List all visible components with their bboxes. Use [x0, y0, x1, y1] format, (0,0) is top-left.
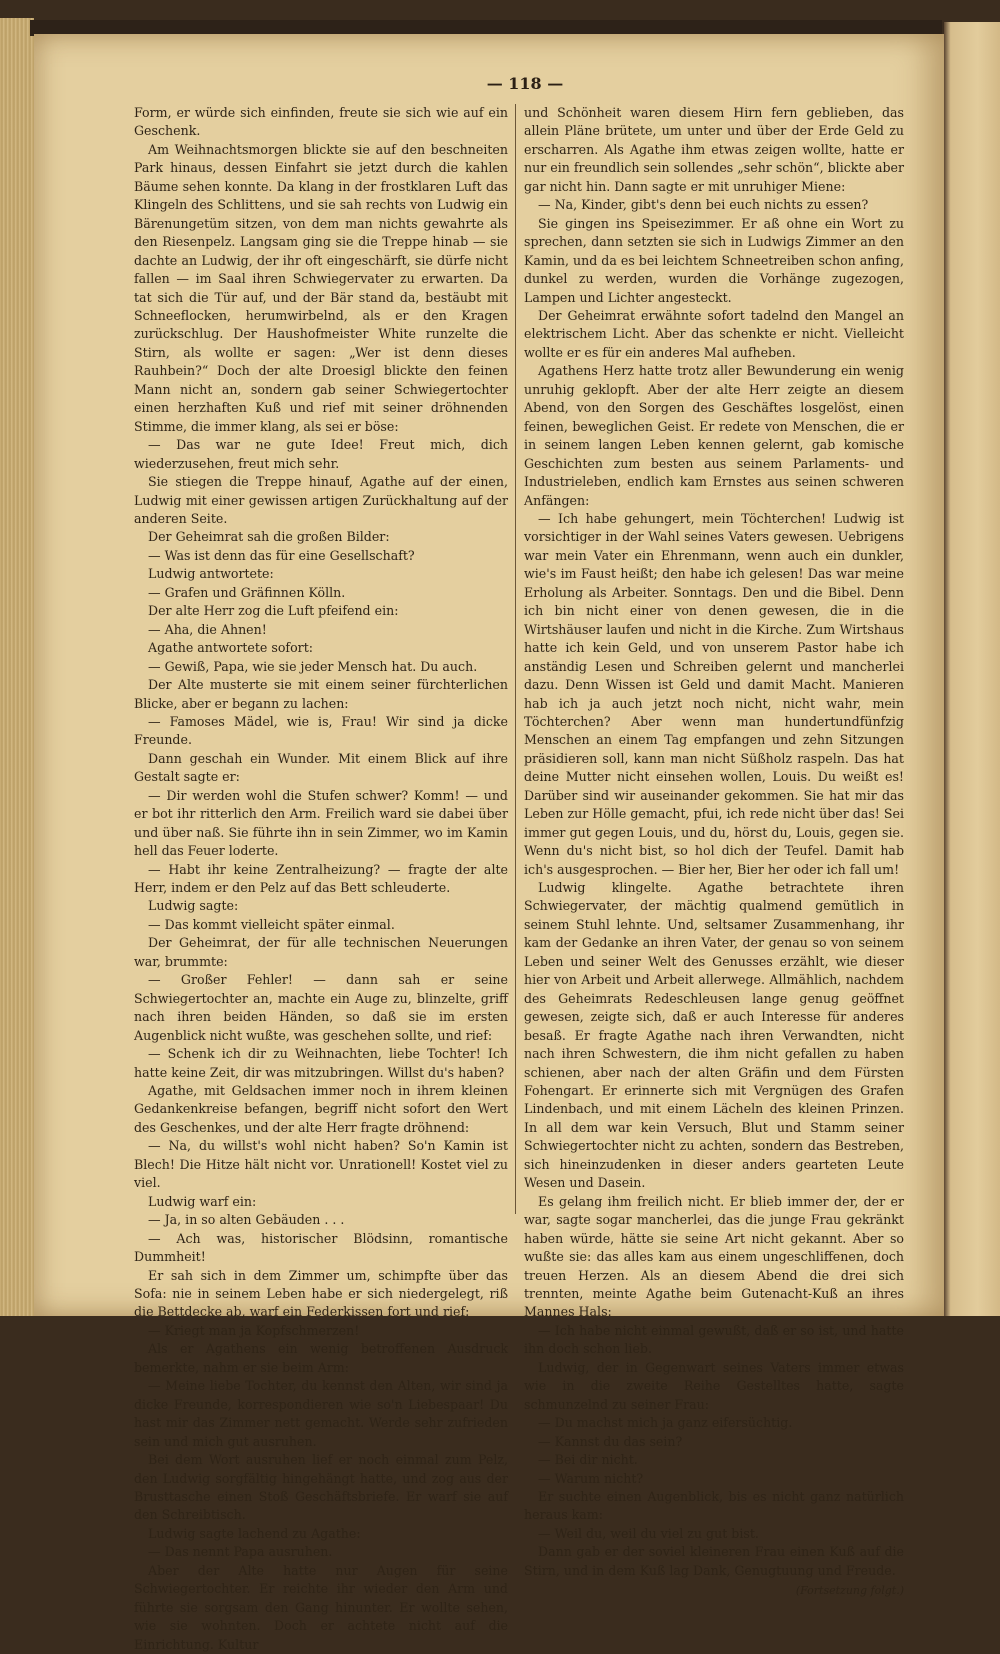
paragraph: — Ich habe nicht einmal gewußt, daß er so ist, und hatte ihn doch schon lieb. [524, 1322, 904, 1357]
paragraph: Agathe antwortete sofort: [148, 640, 313, 656]
paragraph: Dann gab er der soviel kleineren Frau einen Kuß auf die Stirn, und in dem Kuß lag Dank, Genugtuung und Freude. [524, 1544, 904, 1578]
paragraph: Ludwig, der in Gegenwart seines Vaters immer etwas wie in die zweite Reihe Gestelltes hatte, sagte schmunzelnd zu seiner Frau: [524, 1359, 904, 1412]
paragraph: — Dir werden wohl die Stufen schwer? Komm! — und er bot ihr ritterlich den Arm. Freilich ward sie dabei über und über naß. Sie führte ihn in sein Zimmer, wo im Kamin hell das Feuer loderte. [134, 787, 508, 859]
paragraph: Als er Agathens ein wenig betroffenen Ausdruck bemerkte, nahm er sie beim Arm: [134, 1341, 508, 1375]
paragraph: — Na, Kinder, gibt's denn bei euch nichts zu essen? [538, 197, 869, 213]
paragraph: Der Geheimrat sah die großen Bilder: [148, 529, 390, 545]
paragraph: — Du machst mich ja ganz eifersüchtig. [538, 1415, 793, 1431]
paragraph: und Schönheit waren diesem Hirn fern geblieben, das allein Pläne brütete, um unter und über der Erde Geld zu erscharren. Als Agathe ihm etwas zeigen wollte, hatte er nur ein freundlich sein sollendes „sehr schön“, blickte aber gar nicht hin. Dann sagte er mit unruhiger Miene: [524, 105, 904, 194]
paragraph: — Grafen und Gräfinnen Kölln. [148, 584, 346, 600]
paragraph: — Ach was, historischer Blödsinn, romantische Dummheit! [134, 1230, 508, 1265]
paragraph: — Ich habe gehungert, mein Töchterchen! Ludwig ist vorsichtiger in der Wahl seines Vaters gewesen. Uebrigens war mein Vater ein Ehrenmann, wenn auch ein dunkler, wie's im Faust heißt; den habe ich gelesen! Das war meine Erholung als Arbeiter. Sonntags. Den und die Bibel. Denn ich bin nicht einer von denen gewesen, die in die Wirtshäuser laufen und nicht in die Kirche. Zum Wirtshaus hatte ich kein Geld, und von unserem Pastor habe ich anständig Lesen und Schreiben gelernt und mancherlei dazu. Denn Wissen ist Geld und damit Macht. Manieren hab ich ja auch jetzt noch nicht, nicht wahr, mein Töchterchen? Aber wenn man hundertundfünfzig Menschen an einem Tag empfangen und zehn Sitzungen präsidieren soll, kann man nicht Süßholz raspeln. Das hat deine Mutter nicht einsehen wollen, Louis. Du weißt es! Darüber sind wir auseinander gekommen. Sie hat mir das Leben zur Hölle gemacht, pfui, ich rede nicht über das! Sei immer gut gegen Louis, und du, hörst du, Louis, gegen sie. Wenn du's nicht bist, so hol dich der Teufel. Damit hab ich's ausgesprochen. — Bier her, Bier her oder ich fall um! [524, 510, 904, 877]
book-page-edges [0, 18, 34, 1316]
paragraph: Ludwig warf ein: [148, 1193, 257, 1209]
paragraph: — Ja, in so alten Gebäuden . . . [148, 1212, 345, 1228]
continued-note: (Fortsetzung folgt.) [795, 1584, 904, 1598]
paragraph: — Was ist denn das für eine Gesellschaft? [148, 547, 415, 563]
paragraph: Ludwig sagte: [148, 898, 239, 914]
page-number: — 118 — [486, 74, 564, 93]
left-column [134, 104, 508, 1654]
paragraph: Ludwig antwortete: [148, 566, 274, 582]
paragraph: — Bei dir nicht. [538, 1452, 638, 1468]
right-column [524, 104, 904, 1601]
paragraph: — Großer Fehler! — dann sah er seine Schwiegertochter an, machte ein Auge zu, blinzelte, griff nach ihren beiden Händen, so daß sie im ersten Augenblick nicht wußte, was geschehen sollte, und rief: [134, 972, 508, 1043]
paragraph: Agathens Herz hatte trotz aller Bewunderung ein wenig unruhig geklopft. Aber der alte Herr zeigte an diesem Abend, von den Sorgen des Geschäftes losgelöst, einen feinen, beweglichen Geist. Er redete von Menschen, die er in seinem langen Leben kennen gelernt, gab komische Geschichten zum besten aus seinem Parlaments- und Industrieleben, endlich kam Ernstes aus seinen schweren Anfängen: [524, 363, 904, 508]
paragraph: Ludwig klingelte. Agathe betrachtete ihren Schwiegervater, der mächtig qualmend gemütlich in seinem Stuhl lehnte. Und, seltsamer Zusammenhang, ihr kam der Gedanke an ihren Vater, der genau so von seinem Leben und seiner Welt des Genusses erzählt, wie dieser hier von Arbeit und Arbeit allerwege. Allmählich, nachdem des Geheimrats Redeschleusen lange genug geöffnet gewesen, zeigte sich, daß er auch Interesse für anderes besaß. Er fragte Agathe nach ihren Verwandten, nicht nach ihren Schwestern, die ihm nicht gefallen zu haben schienen, aber nach der alten Gräfin und dem Fürsten Fohengart. Er erinnerte sich mit Vergnügen des Grafen Lindenbach, und mit einem Lächeln des kleinen Prinzen. In all dem war kein Versuch, Blut und Stamm seiner Schwiegertochter nicht zu achten, sondern das Bestreben, sich hineinzudenken in dieser anders gearteten Leute Wesen und Dasein. [524, 880, 904, 1191]
paragraph: — Das kommt vielleicht später einmal. [148, 916, 395, 932]
paragraph: Dann geschah ein Wunder. Mit einem Blick auf ihre Gestalt sagte er: [134, 750, 508, 785]
paragraph: — Aha, die Ahnen! [148, 621, 267, 637]
paragraph: Der Alte musterte sie mit einem seiner fürchterlichen Blicke, aber er begann zu lachen: [134, 677, 508, 711]
paragraph: Form, er würde sich einfinden, freute sie sich wie auf ein Geschenk. [134, 105, 508, 139]
paragraph: Sie gingen ins Speisezimmer. Er aß ohne ein Wort zu sprechen, dann setzten sie sich in Ludwigs Zimmer an den Kamin, und da es bei leichtem Schneetreiben schon anfing, dunkel zu werden, wurden die Vorhänge zugezogen, Lampen und Lichter angesteckt. [524, 215, 904, 305]
paragraph: Ludwig sagte lachend zu Agathe: [148, 1525, 361, 1541]
paragraph: Der alte Herr zog die Luft pfeifend ein: [148, 603, 399, 619]
paragraph: — Das nennt Papa ausruhen. [148, 1544, 333, 1560]
paragraph: — Warum nicht? [538, 1470, 644, 1486]
paragraph: — Meine liebe Tochter, du kennst den Alten, wir sind ja dicke Freunde, korrespondieren wie so'n Liebespaar! Du hast mir das Zimmer nett gemacht. Werde sehr zufrieden sein und mich gut ausruhen. [134, 1378, 508, 1449]
paragraph: — Na, du willst's wohl nicht haben? So'n Kamin ist Blech! Die Hitze hält nicht vor. Unrationell! Kostet viel zu viel. [134, 1138, 508, 1191]
paragraph: Es gelang ihm freilich nicht. Er blieb immer der, der er war, sagte sogar mancherlei, das die junge Frau gekränkt haben würde, hätte sie seine Art nicht gekannt. Aber so wußte sie: das alles kam aus einem ungeschliffenen, doch treuen Herzen. Als an diesem Abend die drei sich trennten, meinte Agathe beim Gutenacht-Kuß an ihres Mannes Hals: [524, 1193, 904, 1320]
paragraph: Bei dem Wort ausruhen lief er noch einmal zum Pelz, den Ludwig sorgfältig hingehängt hatte, und zog aus der Brusttasche einen Stoß Geschäftsbriefe. Er warf sie auf den Schreibtisch. [134, 1452, 508, 1523]
paragraph: Agathe, mit Geldsachen immer noch in ihrem kleinen Gedankenkreise befangen, begriff nicht sofort den Wert des Geschenkes, und der alte Herr fragte dröhnend: [134, 1083, 508, 1135]
paragraph: — Weil du, weil du viel zu gut bist. [538, 1525, 759, 1541]
paragraph: Der Geheimrat, der für alle technischen Neuerungen war, brummte: [134, 935, 508, 969]
paragraph: — Kriegt man ja Kopfschmerzen! [148, 1322, 360, 1338]
paragraph: — Schenk ich dir zu Weihnachten, liebe Tochter! Ich hatte keine Zeit, dir was mitzubringen. Willst du's haben? [134, 1046, 508, 1080]
paragraph: Aber der Alte hatte nur Augen für seine Schwiegertochter. Er reichte ihr wieder den Arm und führte sie sorgsam den Gang hinunter. Er wollte sehen, wie sie wohnten. Doch er achtete nicht auf die Einrichtung. Kultur [134, 1562, 508, 1652]
paragraph: — Famoses Mädel, wie is, Frau! Wir sind ja dicke Freunde. [134, 713, 508, 748]
paragraph: Am Weihnachtsmorgen blickte sie auf den beschneiten Park hinaus, dessen Einfahrt sie jetzt durch die kahlen Bäume sehen konnte. Da klang in der frostklaren Luft das Klingeln des Schlittens, und sie sah rechts von Ludwig ein Bärenungetüm sitzen, von dem man nichts gewahrte als den Riesenpelz. Langsam ging sie die Treppe hinab — sie dachte an Ludwig, der ihr oft eingeschärft, sie dürfe nicht fallen — im Saal ihren Schwiegervater zu erwarten. Da tat sich die Tür auf, und der Bär stand da, bestäubt mit Schneeflocken, herumwirbelnd, als er den Kragen zurückschlug. Der Haushofmeister White runzelte die Stirn, als wollte er sagen: „Wer ist denn dieses Rauhbein?“ Doch der alte Droesigl blickte den feinen Mann nicht an, sondern gab seiner Schwiegertochter einen herzhaften Kuß und rief mit seiner dröhnenden Stimme, die immer klang, als sei er böse: [134, 141, 508, 434]
paragraph: Er sah sich in dem Zimmer um, schimpfte über das Sofa: nie in seinem Leben habe er sich niedergelegt, riß die Bettdecke ab, warf ein Federkissen fort und rief: [134, 1267, 508, 1320]
paragraph: Er suchte einen Augenblick, bis es nicht ganz natürlich heraus kam: [524, 1488, 904, 1523]
paragraph: — Kannst du das sein? [538, 1433, 683, 1449]
next-page-strip [944, 22, 1000, 1316]
paragraph: — Gewiß, Papa, wie sie jeder Mensch hat. Du auch. [148, 658, 478, 674]
paragraph: — Habt ihr keine Zentralheizung? — fragte der alte Herr, indem er den Pelz auf das Bett schleuderte. [134, 861, 508, 896]
paragraph: Sie stiegen die Treppe hinauf, Agathe auf der einen, Ludwig mit einer gewissen artigen Zurückhaltung auf der anderen Seite. [134, 474, 508, 526]
paragraph: Der Geheimrat erwähnte sofort tadelnd den Mangel an elektrischem Licht. Aber das schenkte er nicht. Vielleicht wollte er es für ein anderes Mal aufheben. [524, 307, 904, 360]
paragraph: — Das war ne gute Idee! Freut mich, dich wiederzusehen, freut mich sehr. [134, 437, 508, 471]
column-divider [515, 104, 516, 1214]
